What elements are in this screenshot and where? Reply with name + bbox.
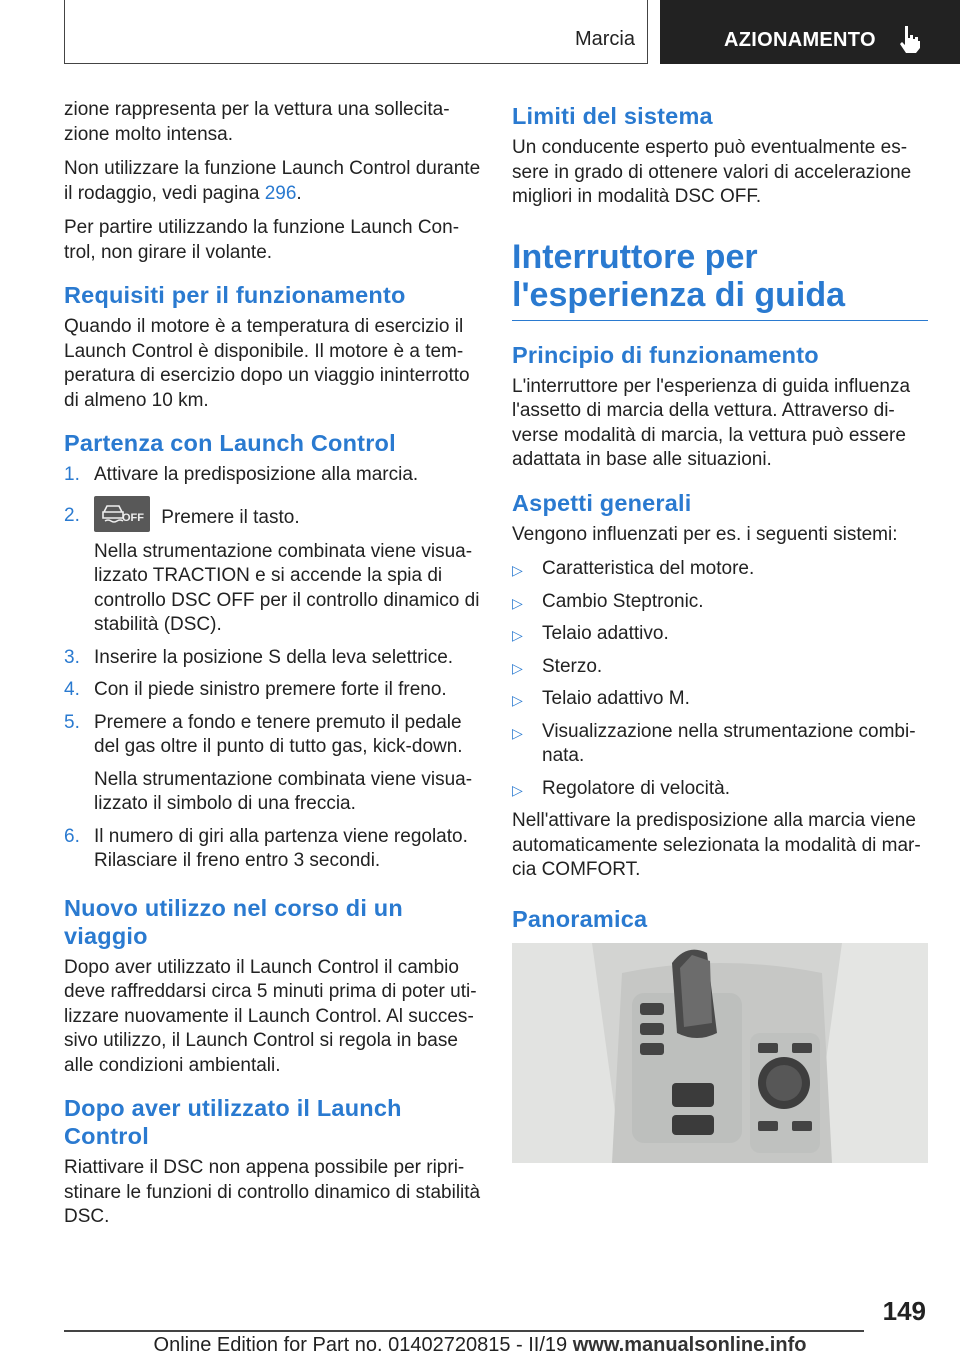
step-number: 2. xyxy=(64,504,80,526)
list-item xyxy=(64,504,482,638)
paragraph: Riattivare il DSC non appena possibile per ripristinare le funzioni di controllo dinamico di stabilità DSC. xyxy=(64,1157,481,1227)
heading-aspetti: Aspetti generali xyxy=(512,489,692,516)
triangle-bullet-icon: ▷ xyxy=(512,724,523,741)
footer-site-link[interactable]: www.manualsonline.info xyxy=(572,1334,807,1356)
left-column xyxy=(64,98,482,1240)
center-console-photo xyxy=(512,943,928,1163)
footer-divider xyxy=(64,1330,864,1332)
step-text: Con il piede sinistro premere forte il freno. xyxy=(94,679,447,700)
step-number: 4. xyxy=(64,679,80,700)
step-subtext: Nella strumentazione combinata viene visualizzato il simbolo di una freccia. xyxy=(94,768,473,814)
bullet-list xyxy=(512,557,928,801)
list-item xyxy=(64,463,482,488)
bullet-text: Telaio adattivo M. xyxy=(542,688,690,709)
paragraph xyxy=(64,157,482,206)
triangle-bullet-icon: ▷ xyxy=(512,594,523,611)
list-item xyxy=(64,825,482,874)
paragraph: Vengono influenzati per es. i seguenti sistemi: xyxy=(512,523,898,545)
step-number: 6. xyxy=(64,825,80,847)
triangle-bullet-icon: ▷ xyxy=(512,562,523,578)
paragraph-end: . xyxy=(296,182,302,204)
list-item xyxy=(512,655,928,680)
step-text: Inserire la posizione S della leva selettrice. xyxy=(94,646,454,668)
list-item xyxy=(512,777,928,802)
step-subtext: Nella strumentazione combinata viene visualizzato TRACTION e si accende la spia di controllo DSC OFF per il controllo dinamico di stabilità (DSC). xyxy=(94,540,480,635)
header-chapter-tab xyxy=(660,0,960,64)
paragraph: Nell'attivare la predisposizione alla marcia viene automaticamente selezionata la modalità di marcia COMFORT. xyxy=(512,810,921,880)
list-item xyxy=(64,678,482,703)
bullet-text: Telaio adattivo. xyxy=(542,623,669,644)
heading-partenza: Partenza con Launch Control xyxy=(64,430,396,456)
step-number: 5. xyxy=(64,711,80,733)
heading-nuovo-utilizzo: Nuovo utilizzo nel corso di un viaggio xyxy=(64,894,403,949)
header-section-box xyxy=(64,0,648,64)
gear-selector-console-image xyxy=(512,943,928,1163)
page-link[interactable]: 296 xyxy=(264,182,297,204)
chapter-heading: Interruttore per l'esperienza di guida xyxy=(512,238,928,321)
bullet-text: Regolatore di velocità. xyxy=(542,777,730,799)
triangle-bullet-icon: ▷ xyxy=(512,692,523,708)
footer xyxy=(0,1334,960,1357)
off-label: OFF xyxy=(122,511,144,524)
paragraph-text: Non utilizzare la funzione Launch Control durante il rodaggio, vedi pagina xyxy=(64,158,481,204)
step-text: Attivare la predisposizione alla marcia. xyxy=(94,464,419,485)
list-item xyxy=(64,711,482,817)
heading-dopo-utilizzo: Dopo aver utilizzato il Launch Control xyxy=(64,1095,402,1149)
triangle-bullet-icon: ▷ xyxy=(512,781,523,798)
step-number: 1. xyxy=(64,464,80,485)
heading-principio: Principio di funzionamento xyxy=(512,341,819,368)
bullet-text: Cambio Steptronic. xyxy=(542,590,704,612)
list-item xyxy=(512,590,928,615)
list-item xyxy=(512,557,928,582)
paragraph: zione rappresenta per la vettura una sollecitazione molto intensa. xyxy=(64,99,450,145)
list-item xyxy=(64,646,482,671)
paragraph: L'interruttore per l'esperienza di guida influenza l'assetto di marcia della vettura. Attraverso diverse modalità di marcia, la vettura può essere adattata in base alle situazioni. xyxy=(512,375,911,470)
page-number: 149 xyxy=(882,1296,926,1326)
step-text: Il numero di giri alla partenza viene regolato. Rilasciare il freno entro 3 secondi. xyxy=(94,825,468,871)
paragraph: Un conducente esperto può eventualmente essere in grado di ottenere valori di accelerazione migliori in modalità DSC OFF. xyxy=(512,137,912,207)
bullet-text: Visualizzazione nella strumentazione combinata. xyxy=(542,720,916,766)
step-text: Premere a fondo e tenere premuto il pedale del gas oltre il punto di tutto gas, kick-down. xyxy=(94,711,463,757)
paragraph: Per partire utilizzando la funzione Launch Control, non girare il volante. xyxy=(64,217,460,263)
heading-limiti: Limiti del sistema xyxy=(512,103,713,129)
heading-requisiti: Requisiti per il funzionamento xyxy=(64,282,406,308)
triangle-bullet-icon: ▷ xyxy=(512,659,523,676)
triangle-bullet-icon: ▷ xyxy=(512,627,523,643)
list-item xyxy=(512,720,928,769)
header-section-title: Marcia xyxy=(574,28,635,50)
header-chapter-title: AZIONAMENTO xyxy=(724,29,876,51)
heading-panoramica: Panoramica xyxy=(512,905,648,932)
dsc-off-button-icon xyxy=(94,496,150,532)
hand-pointer-icon xyxy=(896,24,922,54)
step-number: 3. xyxy=(64,646,80,668)
list-item xyxy=(512,622,928,647)
steps-list xyxy=(64,463,482,874)
step-text: Premere il tasto. xyxy=(161,506,300,528)
paragraph: Dopo aver utilizzato il Launch Control il cambio deve raffreddarsi circa 5 minuti prima di poter utilizzare nuovamente il Launch Control. Al successivo utilizzo, il Launch Control si regola in base alle condizioni ambientali. xyxy=(64,956,477,1076)
list-item xyxy=(512,687,928,712)
paragraph: Quando il motore è a temperatura di esercizio il Launch Control è disponibile. Il motore è a temperatura di esercizio dopo un viaggio ininterrotto di almeno 10 km. xyxy=(64,316,470,411)
footer-edition: Online Edition for Part no. 01402720815 - II/19 xyxy=(153,1334,568,1356)
bullet-text: Caratteristica del motore. xyxy=(542,558,755,579)
right-column xyxy=(512,98,928,1163)
bullet-text: Sterzo. xyxy=(542,655,603,677)
